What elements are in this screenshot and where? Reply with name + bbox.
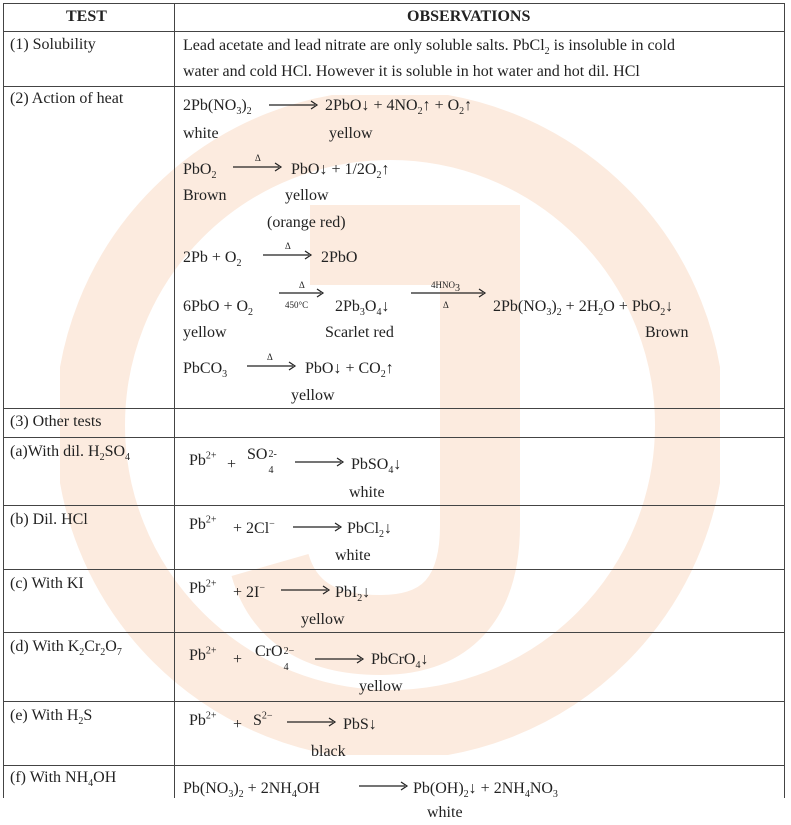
color-label: Brown <box>645 324 689 341</box>
reactant: PbCO$_3$ <box>183 360 228 381</box>
table-row-hcl <box>3 505 785 569</box>
color-label: black <box>311 743 346 760</box>
reagent: + 2I− <box>233 582 265 601</box>
reaction-arrow <box>315 653 365 665</box>
product: PbO↓ + $CO_2↑$ <box>305 360 394 381</box>
observation-text: water and cold HCl. However it is soluble in hot water and hot dil. HCl <box>183 63 640 80</box>
color-label: yellow <box>183 324 227 341</box>
plus-sign: + <box>233 716 243 733</box>
test-label: (b) Dil. HCl <box>10 511 88 528</box>
reactant: $2Pb + O_2$ <box>183 249 242 270</box>
table-row-other-tests <box>3 408 785 437</box>
color-label: white <box>183 125 219 142</box>
reaction-arrow <box>279 287 325 299</box>
table-row-h2so4 <box>3 437 785 505</box>
product: PbCrO$_4$↓ <box>371 651 429 672</box>
reagent: SO 2- 4 <box>247 446 277 476</box>
color-label: (orange red) <box>267 214 346 231</box>
observation-text: Lead acetate and lead nitrate are only soluble salts. PbCl$_2$ is insoluble in cold <box>183 37 675 58</box>
reaction-arrow <box>247 360 297 372</box>
ion: $Pb^{2+}$ <box>189 578 217 597</box>
test-label: (d) With $K_2Cr_2O_7$ <box>10 638 122 659</box>
product: $2Pb(NO_3)_2 + 2H_2O$ + PbO$_2$↓ <box>493 298 674 319</box>
test-label: (f) With $NH_4OH$ <box>10 769 117 790</box>
test-label: (a)With dil. $H_2SO_4$ <box>10 443 131 464</box>
color-label: yellow <box>285 187 329 204</box>
reaction-arrow <box>411 287 487 299</box>
test-label: (1) Solubility <box>10 36 96 53</box>
reaction-arrow <box>359 780 409 792</box>
color-label: Brown <box>183 187 227 204</box>
arrow-condition: Δ <box>299 280 305 290</box>
reactant: $Pb(NO_3)_2 + 2NH_4OH$ <box>183 780 320 801</box>
color-label: white <box>349 484 385 501</box>
table-row-k2cr2o7 <box>3 632 785 701</box>
delta-label: Δ <box>255 153 261 163</box>
ion: $Pb^{2+}$ <box>189 514 217 533</box>
reagent: $S^{2-}$ <box>253 710 273 729</box>
reaction-arrow <box>233 161 283 173</box>
reaction-arrow <box>269 99 319 111</box>
table-row-h2s <box>3 701 785 765</box>
product: PbO↓ + $1/2O_2↑$ <box>291 161 390 182</box>
header-row <box>3 3 785 31</box>
product: PbCl$_2$↓ <box>347 520 393 541</box>
header-test: TEST <box>66 8 107 25</box>
arrow-condition: 450°C <box>285 300 309 310</box>
header-observations: OBSERVATIONS <box>407 8 531 25</box>
table-row-solubility <box>3 31 785 86</box>
color-label: white <box>335 547 371 564</box>
ion: $Pb^{2+}$ <box>189 710 217 729</box>
test-label: (3) Other tests <box>10 413 102 430</box>
ion: $Pb^{2+}$ <box>189 450 217 469</box>
product: $Pb(OH)_2↓ + 2NH_4NO_3$ <box>413 780 558 801</box>
reagent: + 2Cl− <box>233 518 275 537</box>
reaction-arrow <box>295 456 345 468</box>
ion: $Pb^{2+}$ <box>189 645 217 664</box>
intermediate: $2Pb_3O_4↓$ <box>335 298 390 319</box>
product: 2PbO <box>321 249 358 266</box>
test-label: (e) With $H_2S$ <box>10 707 93 728</box>
color-label: yellow <box>291 387 335 404</box>
reaction-arrow <box>263 249 313 261</box>
delta-label: Δ <box>267 352 273 362</box>
product: PbI$_2$↓ <box>335 584 371 605</box>
reagent: CrO 2− 4 <box>255 643 295 673</box>
reactant: PbO$_2$ <box>183 161 217 182</box>
color-label: yellow <box>329 125 373 142</box>
table-row-heat <box>3 86 785 408</box>
product: 2PbO↓ + $4NO_2↑$ + $O_2↑$ <box>325 97 473 118</box>
color-label: white <box>427 804 463 821</box>
arrow-condition: $4HNO_3$ <box>431 280 460 294</box>
color-label: yellow <box>301 611 345 628</box>
plus-sign: + <box>227 456 237 473</box>
color-label: yellow <box>359 678 403 695</box>
plus-sign: + <box>233 651 243 668</box>
reactant: $2Pb(NO_3)_2$ <box>183 97 252 118</box>
reaction-arrow <box>293 521 343 533</box>
table-row-ki <box>3 569 785 632</box>
product: PbSO$_4$↓ <box>351 456 402 477</box>
test-label: (c) With KI <box>10 575 84 592</box>
delta-label: Δ <box>285 241 291 251</box>
reaction-arrow <box>287 716 337 728</box>
arrow-condition: Δ <box>443 300 449 310</box>
table-row-nh4oh <box>3 765 785 825</box>
reaction-arrow <box>281 584 331 596</box>
test-label: (2) Action of heat <box>10 90 124 107</box>
product: PbS↓ <box>343 716 377 733</box>
color-label: Scarlet red <box>325 324 394 341</box>
reactant: $6PbO + O_2$ <box>183 298 254 319</box>
